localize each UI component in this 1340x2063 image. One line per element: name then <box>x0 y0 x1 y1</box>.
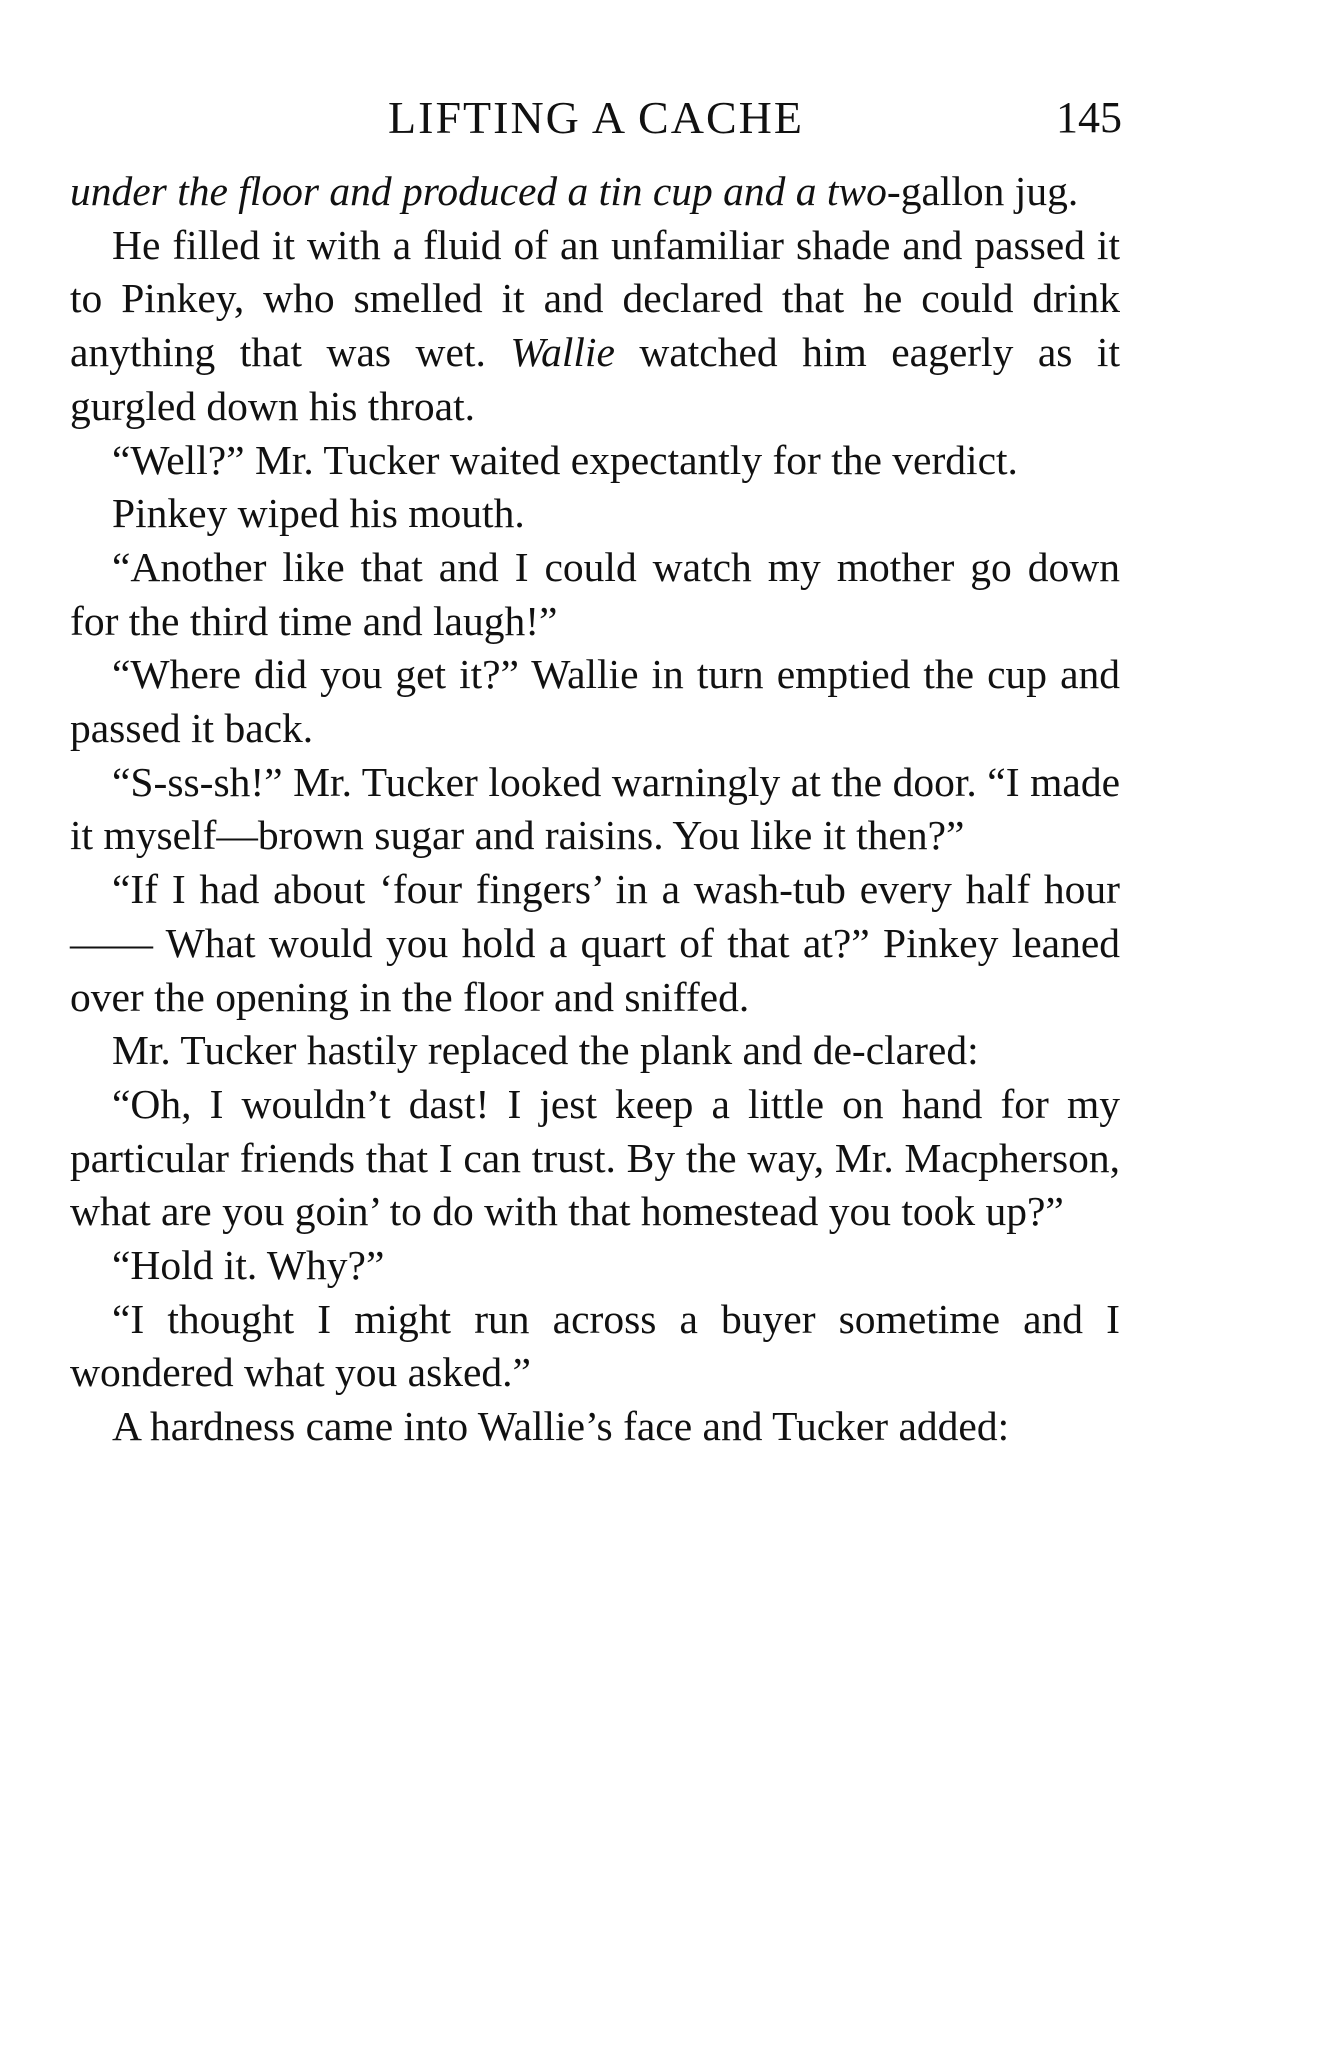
paragraph <box>70 756 1120 863</box>
paragraph <box>70 863 1120 1024</box>
running-head <box>70 88 1122 148</box>
text-run: “Where did you get it?” Wallie in turn emptied the cup and passed it back. <box>70 651 1120 752</box>
paragraph <box>70 1078 1120 1239</box>
text-run: “Another like that and I could watch my mother go down for the third time and laugh!” <box>70 543 1120 644</box>
text-run: Mr. Tucker hastily replaced the plank and de-clared: <box>112 1027 979 1074</box>
paragraph <box>70 1400 1120 1454</box>
paragraph <box>70 648 1120 755</box>
text-run: “I thought I might run across a buyer sometime and I wondered what you asked.” <box>70 1295 1120 1396</box>
text-run: “If I had about ‘four fingers’ in a wash-tub every half hour—— What would you hold a quart of that at?” Pinkey leaned over the opening in the floor and sniffed. <box>70 866 1120 1020</box>
text-run: “Oh, I wouldn’t dast! I jest keep a little on hand for my particular friends that I can trust. By the way, Mr. Macpherson, what are you goin’ to do with that homestead you took up?” <box>70 1080 1120 1235</box>
paragraph <box>70 541 1120 648</box>
chapter-title: LIFTING A CACHE <box>388 92 804 143</box>
paragraph <box>70 1293 1120 1400</box>
italic-text: under the floor and produced a tin cup and a two- <box>70 168 901 214</box>
italic-text: Wallie <box>510 329 615 376</box>
paragraph <box>70 1239 1120 1293</box>
paragraph <box>70 219 1120 434</box>
text-run: “Hold it. Why?” <box>112 1242 385 1289</box>
text-run: “Well?” Mr. Tucker waited expectantly for the verdict. <box>112 436 1018 483</box>
text-run: gallon jug. <box>900 168 1079 214</box>
text-run: He filled it with a fluid of an unfamiliar shade and passed it to Pinkey, who smelled it and declared that he could drink anything that was wet. <box>70 221 1120 376</box>
paragraph <box>70 487 1120 541</box>
paragraph <box>70 1024 1120 1078</box>
paragraph <box>70 165 1120 219</box>
text-run: Pinkey wiped his mouth. <box>112 490 525 537</box>
text-run: A hardness came into Wallie’s face and Tucker added: <box>112 1403 1010 1450</box>
page-number: 145 <box>1056 93 1122 142</box>
text-run: “S-ss-sh!” Mr. Tucker looked warningly at the door. “I made it myself—brown sugar and raisins. You like it then?” <box>70 758 1120 859</box>
body-text <box>70 165 1120 1454</box>
text-run: watched him eagerly as it gurgled down his throat. <box>70 329 1120 429</box>
paragraph <box>70 434 1120 488</box>
